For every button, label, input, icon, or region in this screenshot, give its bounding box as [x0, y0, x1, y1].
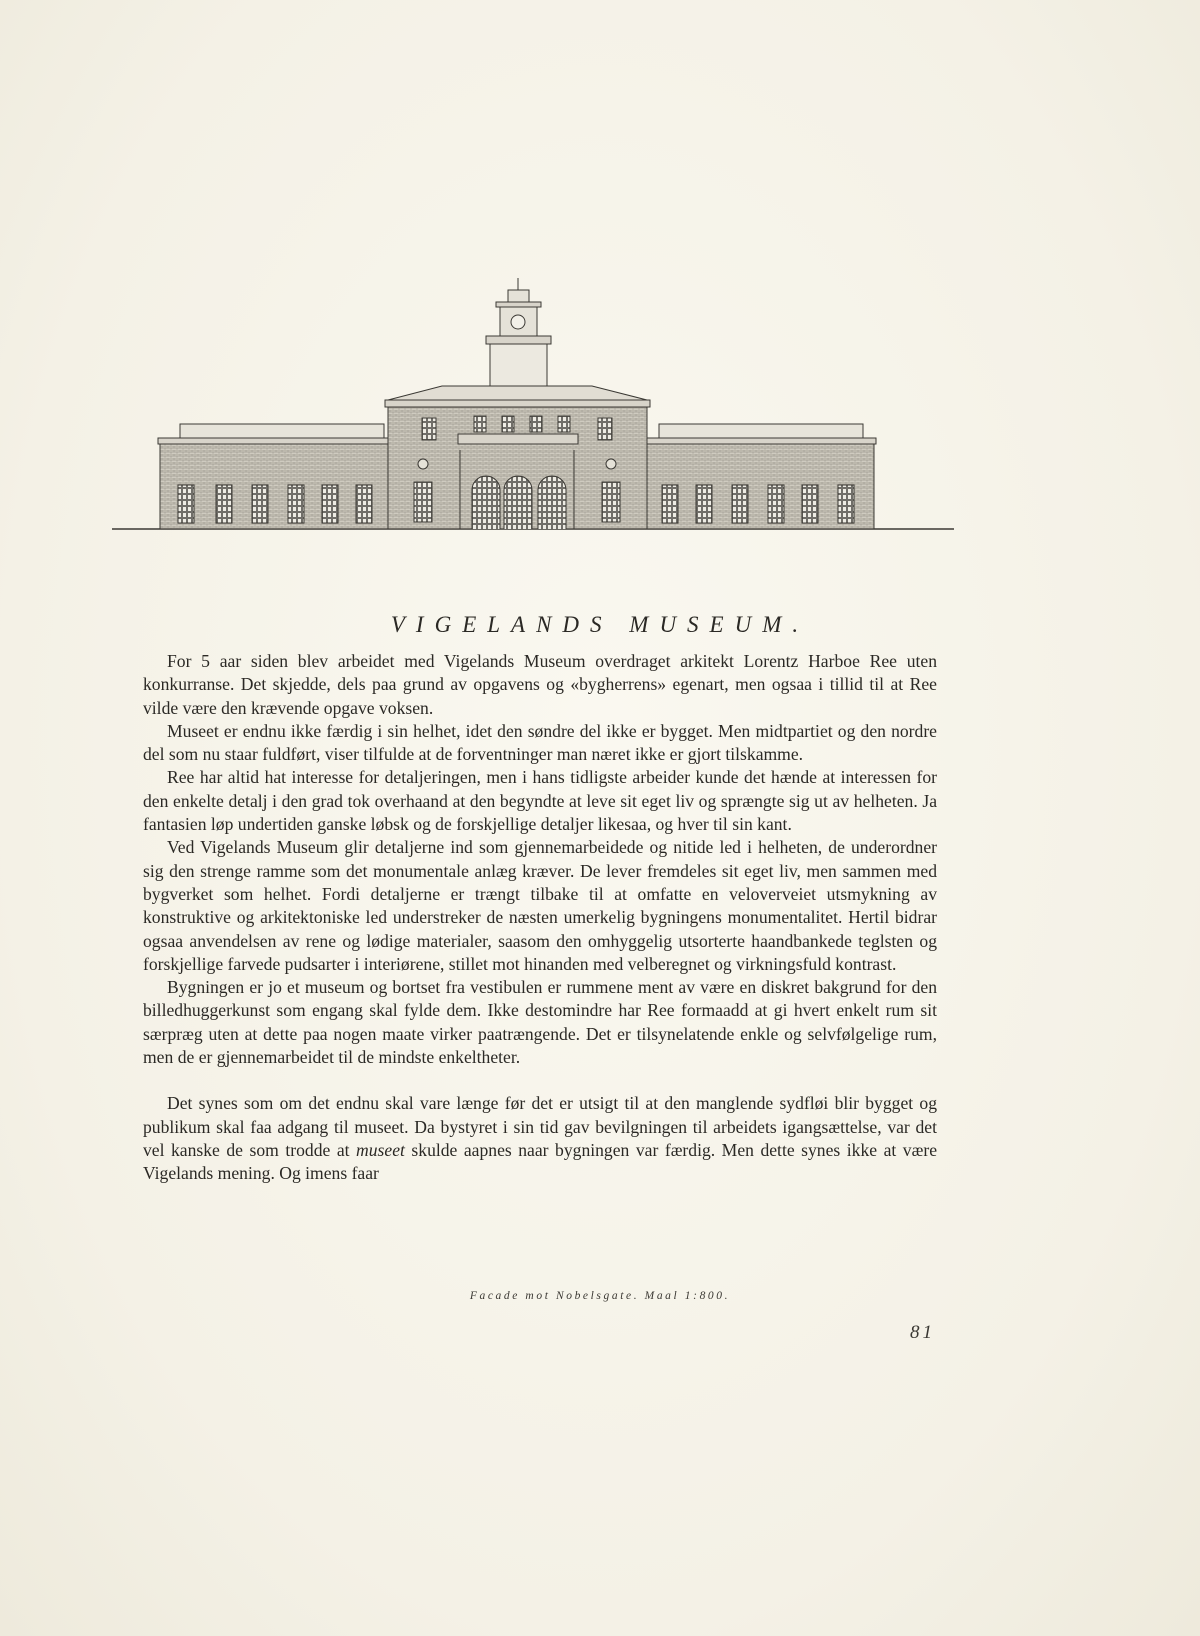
- emphasis-museet: museet: [356, 1139, 405, 1160]
- paragraph: For 5 aar siden blev arbeidet med Vigelands Museum overdraget arkitekt Lorentz Harboe Ree uten konkurranse. Det skjedde, dels paa grund av opgavens og «bygherrens» egenart, men ogsaa i tillid til at Ree vilde være den krævende opgave voksen.: [143, 651, 937, 718]
- paragraph: Ved Vigelands Museum glir detaljerne ind som gjennemarbeidede og nitide led i helheten, de underordner sig den strenge ramme som det monumentale anlæg kræver. De lever fremdeles sit eget liv, men sammen med bygverket som helhet. Fordi detaljerne er trængt tilbake til at omfatte en veloverveiet utsmykning av konstruktive og arkitektoniske led understreker de næsten umerkelig bygningens monumentalitet. Hertil bidrar ogsaa anvendelsen av rene og lødige materialer, saasom den omhyggelig utsorterte haandbankede teglsten og forskjellige farvede pudsarter i interiørene, stillet mot hinanden med velberegnet og virkningsfuld kontrast.: [143, 837, 937, 974]
- facade-illustration: [112, 278, 954, 554]
- paragraph-final-start: Det synes som om det endnu skal vare længe før det er utsigt til at den manglende sydfløi blir bygget og publikum skal faa adgang til museet. Da bystyret i sin tid gav bevilgningen til arbeidets igangsættelse, var det vel kanske de som trodde at: [143, 1093, 937, 1160]
- paragraph: Bygningen er jo et museum og bortset fra vestibulen er rummene ment av være en diskret bakgrund for den billedhuggerkunst som engang skal fylde dem. Ikke destomindre har Ree formaadd at gi hvert enkelt rum sit særpræg uten at dette paa nogen maate virker paatrængende. Det er tilsynelatende enkle og selvfølgelige rum, men de er gjennemarbeidet til de mindste enkeltheter.: [143, 977, 937, 1068]
- paragraph-final-end: skulde aapnes naar bygningen var færdig. Men dette synes ikke at være Vigelands mening. Og imens faar: [143, 1139, 937, 1184]
- paragraph: Ree har altid hat interesse for detaljeringen, men i hans tidligste arbeider kunde det hænde at interessen for den enkelte detalj i den grad tok overhaand at den begyndte at leve sit eget liv og sprængte sig ut av helheten. Ja fantasien løp undertiden ganske løbsk og de forskjellige detaljer likesaa, og hver til sin kant.: [143, 767, 937, 835]
- figure-caption: Facade mot Nobelsgate. Maal 1:800.: [469, 1290, 731, 1302]
- paragraph-final: [143, 1092, 937, 1185]
- facade-drawing: [112, 278, 954, 554]
- page-number: 81: [910, 1322, 935, 1343]
- body-text: [143, 650, 937, 1186]
- paragraph: Museet er endnu ikke færdig i sin helhet, idet den søndre del ikke er bygget. Men midtpartiet og den nordre del som nu staar fuldført, viser tilfulde at de forventninger man næret ikke er gjort tilskamme.: [143, 720, 937, 765]
- document-title: VIGELANDS MUSEUM.: [390, 612, 810, 637]
